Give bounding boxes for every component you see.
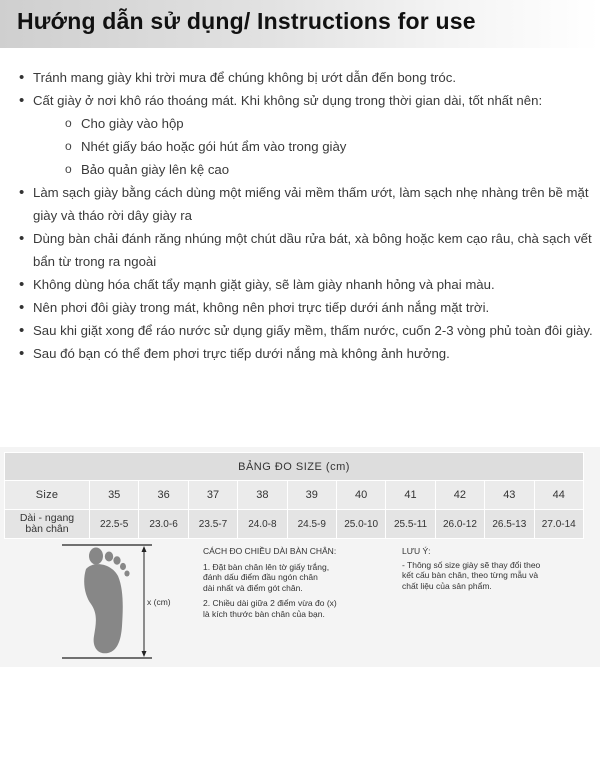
text-line: - Thông số size giày sẽ thay đổi theo bbox=[402, 559, 541, 570]
length-cell: 24.0-8 bbox=[238, 510, 287, 539]
text-line: kết cấu bàn chân, theo từng mẫu và bbox=[402, 570, 539, 580]
sub-list-item: o Nhét giấy báo hoặc gói hút ẩm vào trong giày bbox=[19, 135, 594, 158]
size-note bbox=[402, 546, 582, 594]
length-cell: 26.5-13 bbox=[485, 510, 534, 539]
length-cell: 24.5-9 bbox=[287, 510, 336, 539]
list-item: • Sau đó bạn có thể đem phơi trực tiếp dưới nắng mà không ảnh hưởng. bbox=[19, 342, 594, 365]
list-item: • Tránh mang giày khi trời mưa để chúng không bị ướt dẫn đến bong tróc. bbox=[19, 66, 594, 89]
text-line: là kích thước bàn chân của bạn. bbox=[203, 608, 325, 619]
size-cell: 44 bbox=[534, 481, 583, 510]
page-header bbox=[0, 0, 600, 48]
text-line: chất liệu của sản phẩm. bbox=[402, 580, 492, 591]
x-cm-label: x (cm) bbox=[147, 597, 171, 607]
note-heading: LƯU Ý: bbox=[402, 546, 431, 556]
size-cell: 42 bbox=[435, 481, 484, 510]
length-cell: 23.0-6 bbox=[139, 510, 188, 539]
length-label-line: bàn chân bbox=[25, 523, 69, 535]
size-cell: 37 bbox=[188, 481, 237, 510]
size-cell: 36 bbox=[139, 481, 188, 510]
measure-instructions bbox=[203, 546, 383, 624]
list-item: • Làm sạch giày bằng cách dùng một miếng vải mềm thấm ướt, làm sạch nhẹ nhàng trên bề mặt giày và tháo rời dây giày ra bbox=[19, 181, 594, 227]
size-cell: 39 bbox=[287, 481, 336, 510]
sub-list-item: o Bảo quản giày lên kệ cao bbox=[19, 158, 594, 181]
measure-heading: CÁCH ĐO CHIỀU DÀI BÀN CHÂN: bbox=[203, 546, 337, 556]
size-cell: 38 bbox=[238, 481, 287, 510]
length-cell: 27.0-14 bbox=[534, 510, 583, 539]
text-line: dài nhất và điểm gót chân. bbox=[203, 582, 303, 593]
foot-icon bbox=[84, 548, 129, 654]
foot-illustration bbox=[60, 544, 153, 660]
length-cell: 22.5-5 bbox=[90, 510, 139, 539]
note-text bbox=[402, 560, 582, 592]
arrow-down-icon bbox=[142, 651, 147, 657]
length-cell: 26.0-12 bbox=[435, 510, 484, 539]
size-chart-section bbox=[0, 447, 600, 667]
size-table-title: BẢNG ĐO SIZE (cm) bbox=[5, 453, 584, 481]
length-cell: 25.5-11 bbox=[386, 510, 435, 539]
text-line: 2. Chiều dài giữa 2 điểm vừa đo (x) bbox=[203, 598, 337, 608]
size-cell: 40 bbox=[336, 481, 385, 510]
size-cell: 35 bbox=[90, 481, 139, 510]
list-item: • Cất giày ở nơi khô ráo thoáng mát. Khi không sử dụng trong thời gian dài, tốt nhất nên: bbox=[19, 89, 594, 112]
length-label-line: Dài - ngang bbox=[19, 512, 75, 524]
list-item: • Sau khi giặt xong để ráo nước sử dụng giấy mềm, thấm nước, cuốn 2-3 vòng phủ toàn đôi giày. bbox=[19, 319, 594, 342]
text-line: đánh dấu điểm đầu ngón chân bbox=[203, 572, 318, 582]
size-cell: 43 bbox=[485, 481, 534, 510]
sub-list-item: o Cho giày vào hộp bbox=[19, 112, 594, 135]
text-line: 1. Đặt bàn chân lên tờ giấy trắng, bbox=[203, 561, 330, 572]
list-item: • Nên phơi đôi giày trong mát, không nên phơi trực tiếp dưới ánh nắng mặt trời. bbox=[19, 296, 594, 319]
measure-step-1 bbox=[203, 562, 383, 594]
measure-step-2 bbox=[203, 598, 383, 619]
length-cell: 25.0-10 bbox=[336, 510, 385, 539]
list-item: • Không dùng hóa chất tẩy mạnh giặt giày, sẽ làm giày nhanh hỏng và phai màu. bbox=[19, 273, 594, 296]
page-title: Hướng dẫn sử dụng/ Instructions for use bbox=[17, 8, 476, 34]
length-cell: 23.5-7 bbox=[188, 510, 237, 539]
size-label: Size bbox=[5, 481, 90, 510]
instructions-list bbox=[19, 66, 594, 365]
length-label bbox=[5, 510, 90, 539]
size-cell: 41 bbox=[386, 481, 435, 510]
list-item: • Dùng bàn chải đánh răng nhúng một chút dầu rửa bát, xà bông hoặc kem cạo râu, chà sạch vết bẩn từ trong ra ngoài bbox=[19, 227, 594, 273]
arrow-up-icon bbox=[142, 546, 147, 552]
size-table bbox=[4, 452, 584, 539]
